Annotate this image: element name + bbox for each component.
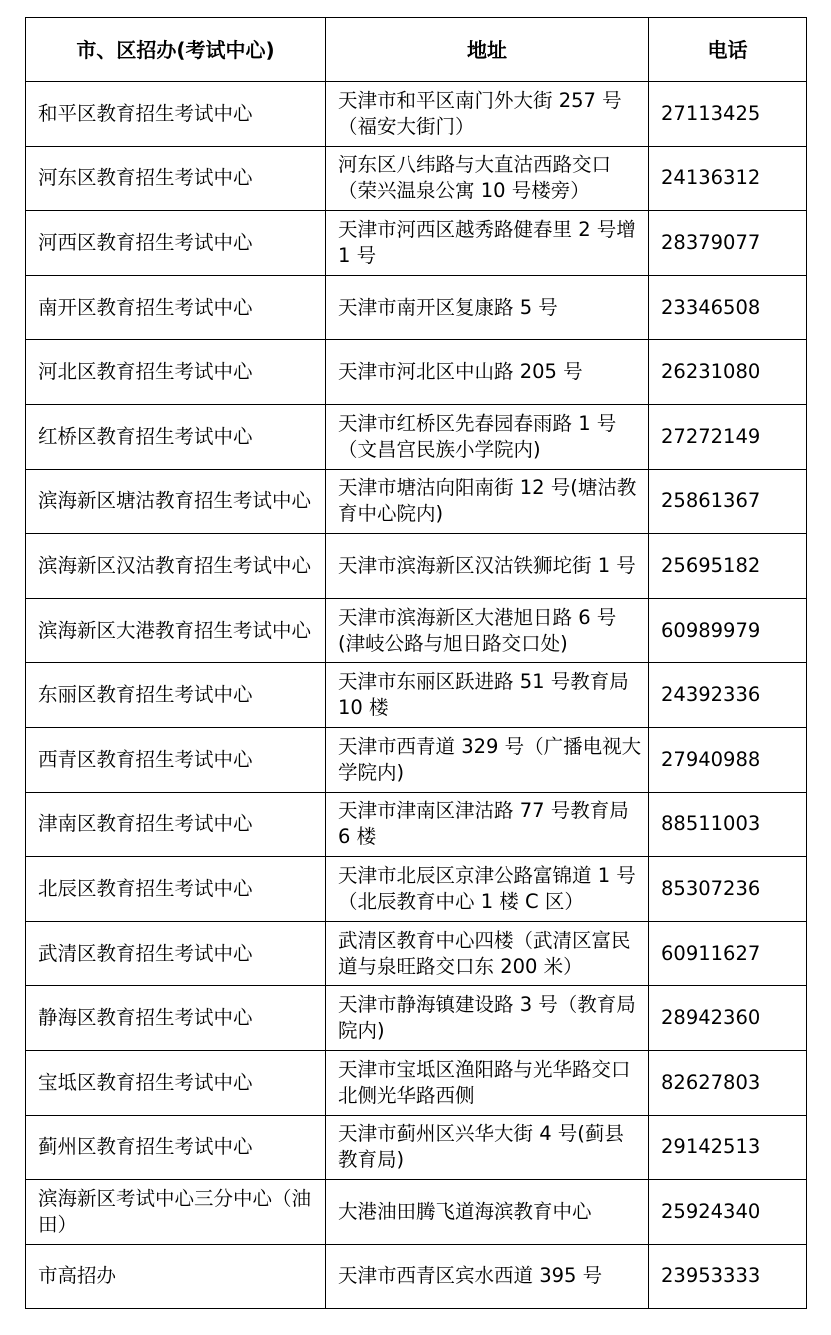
table-row	[26, 404, 807, 469]
phone-cell: 82627803	[649, 1050, 807, 1115]
phone-cell: 24136312	[649, 146, 807, 211]
phone-cell: 27940988	[649, 727, 807, 792]
column-header-address: 地址	[326, 18, 649, 82]
phone-cell: 26231080	[649, 340, 807, 405]
table-row	[26, 857, 807, 922]
address-cell: 天津市西青区宾水西道 395 号	[326, 1244, 649, 1309]
office-cell: 和平区教育招生考试中心	[26, 82, 326, 147]
phone-cell: 25924340	[649, 1180, 807, 1245]
address-cell: 天津市和平区南门外大街 257 号（福安大街门）	[326, 82, 649, 147]
office-cell: 滨海新区塘沽教育招生考试中心	[26, 469, 326, 534]
phone-cell: 60911627	[649, 921, 807, 986]
phone-cell: 28379077	[649, 211, 807, 276]
office-cell: 北辰区教育招生考试中心	[26, 857, 326, 922]
address-cell: 天津市津南区津沽路 77 号教育局 6 楼	[326, 792, 649, 857]
table-row	[26, 340, 807, 405]
phone-cell: 85307236	[649, 857, 807, 922]
office-cell: 滨海新区大港教育招生考试中心	[26, 598, 326, 663]
phone-cell: 24392336	[649, 663, 807, 728]
table-row	[26, 211, 807, 276]
table-row	[26, 921, 807, 986]
address-cell: 河东区八纬路与大直沽西路交口（荣兴温泉公寓 10 号楼旁）	[326, 146, 649, 211]
address-cell: 天津市滨海新区汉沽铁狮坨街 1 号	[326, 534, 649, 599]
table-row	[26, 1115, 807, 1180]
address-cell: 天津市滨海新区大港旭日路 6 号(津岐公路与旭日路交口处)	[326, 598, 649, 663]
address-cell: 天津市南开区复康路 5 号	[326, 275, 649, 340]
office-cell: 武清区教育招生考试中心	[26, 921, 326, 986]
office-cell: 东丽区教育招生考试中心	[26, 663, 326, 728]
phone-cell: 23953333	[649, 1244, 807, 1309]
address-cell: 大港油田腾飞道海滨教育中心	[326, 1180, 649, 1245]
address-cell: 天津市东丽区跃进路 51 号教育局 10 楼	[326, 663, 649, 728]
address-cell: 武清区教育中心四楼（武清区富民道与泉旺路交口东 200 米）	[326, 921, 649, 986]
office-cell: 南开区教育招生考试中心	[26, 275, 326, 340]
phone-cell: 25695182	[649, 534, 807, 599]
office-cell: 静海区教育招生考试中心	[26, 986, 326, 1051]
table-row	[26, 663, 807, 728]
office-cell: 河西区教育招生考试中心	[26, 211, 326, 276]
address-cell: 天津市静海镇建设路 3 号（教育局院内)	[326, 986, 649, 1051]
address-cell: 天津市塘沽向阳南街 12 号(塘沽教育中心院内)	[326, 469, 649, 534]
table-row	[26, 534, 807, 599]
column-header-office: 市、区招办(考试中心)	[26, 18, 326, 82]
office-cell: 西青区教育招生考试中心	[26, 727, 326, 792]
table-row	[26, 1244, 807, 1309]
office-cell: 河东区教育招生考试中心	[26, 146, 326, 211]
phone-cell: 28942360	[649, 986, 807, 1051]
office-cell: 滨海新区汉沽教育招生考试中心	[26, 534, 326, 599]
exam-center-contact-table	[25, 17, 807, 1309]
address-cell: 天津市北辰区京津公路富锦道 1 号（北辰教育中心 1 楼 C 区）	[326, 857, 649, 922]
table-row	[26, 727, 807, 792]
table-row	[26, 146, 807, 211]
address-cell: 天津市蓟州区兴华大街 4 号(蓟县教育局)	[326, 1115, 649, 1180]
phone-cell: 29142513	[649, 1115, 807, 1180]
address-cell: 天津市河西区越秀路健春里 2 号增 1 号	[326, 211, 649, 276]
phone-cell: 23346508	[649, 275, 807, 340]
table-row	[26, 1180, 807, 1245]
column-header-phone: 电话	[649, 18, 807, 82]
office-cell: 滨海新区考试中心三分中心（油田）	[26, 1180, 326, 1245]
address-cell: 天津市西青道 329 号（广播电视大学院内)	[326, 727, 649, 792]
office-cell: 宝坻区教育招生考试中心	[26, 1050, 326, 1115]
office-cell: 河北区教育招生考试中心	[26, 340, 326, 405]
table-header-row	[26, 18, 807, 82]
office-cell: 市高招办	[26, 1244, 326, 1309]
office-cell: 红桥区教育招生考试中心	[26, 404, 326, 469]
table-row	[26, 986, 807, 1051]
table-body	[26, 82, 807, 1309]
table-row	[26, 1050, 807, 1115]
phone-cell: 88511003	[649, 792, 807, 857]
phone-cell: 27113425	[649, 82, 807, 147]
table-row	[26, 275, 807, 340]
phone-cell: 25861367	[649, 469, 807, 534]
phone-cell: 27272149	[649, 404, 807, 469]
phone-cell: 60989979	[649, 598, 807, 663]
table-row	[26, 469, 807, 534]
office-cell: 蓟州区教育招生考试中心	[26, 1115, 326, 1180]
table-row	[26, 82, 807, 147]
table-row	[26, 598, 807, 663]
table-row	[26, 792, 807, 857]
office-cell: 津南区教育招生考试中心	[26, 792, 326, 857]
address-cell: 天津市红桥区先春园春雨路 1 号（文昌宫民族小学院内)	[326, 404, 649, 469]
address-cell: 天津市宝坻区渔阳路与光华路交口北侧光华路西侧	[326, 1050, 649, 1115]
address-cell: 天津市河北区中山路 205 号	[326, 340, 649, 405]
